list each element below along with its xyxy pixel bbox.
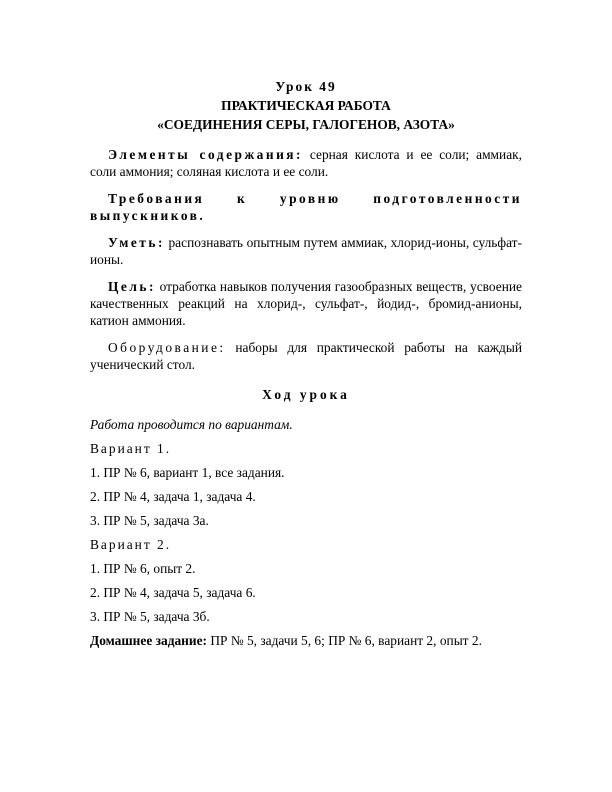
- topic-title: «СОЕДИНЕНИЯ СЕРЫ, ГАЛОГЕНОВ, АЗОТА»: [157, 117, 455, 132]
- requirements-word-4: подготовленности: [373, 191, 522, 206]
- equipment-label: Оборудование:: [108, 340, 226, 355]
- homework-text: ПР № 5, задачи 5, 6; ПР № 6, вариант 2, опыт 2.: [207, 633, 482, 648]
- course-heading: Ход урока: [262, 387, 350, 402]
- skills-text: распознавать опытным путем аммиак, хлорид-ионы, сульфат-ионы.: [90, 235, 522, 267]
- homework-label: Домашнее задание:: [90, 633, 208, 648]
- variant-1-item: 2. ПР № 4, задача 1, задача 4.: [90, 489, 256, 504]
- variant-2-title: Вариант 2.: [90, 537, 172, 552]
- requirements-heading: [90, 190, 522, 224]
- variants-note: Работа проводится по вариантам.: [90, 417, 293, 432]
- content-elements-text: серная кислота и ее соли; аммиак, соли аммония; соляная кислота и ее соли.: [90, 147, 522, 179]
- skills-paragraph: [90, 234, 522, 268]
- variant-1-item: 1. ПР № 6, вариант 1, все задания.: [90, 465, 285, 480]
- requirements-word-2: к: [236, 191, 248, 206]
- lesson-number: Урок 49: [275, 79, 337, 94]
- variant-2-item: 1. ПР № 6, опыт 2.: [90, 561, 196, 576]
- goal-label: Цель:: [108, 279, 156, 294]
- homework-paragraph: [90, 632, 522, 649]
- skills-label: Уметь:: [108, 235, 165, 250]
- requirements-word-3: уровню: [279, 191, 341, 206]
- content-elements-paragraph: [90, 146, 522, 180]
- equipment-text: наборы для практической работы на каждый ученический стол.: [90, 340, 522, 372]
- document-content: [90, 78, 522, 649]
- variant-1-item: 3. ПР № 5, задача 3а.: [90, 513, 209, 528]
- equipment-paragraph: [90, 339, 522, 373]
- goal-paragraph: [90, 278, 522, 329]
- requirements-line-2: выпускников.: [90, 208, 206, 223]
- work-type-title: ПРАКТИЧЕСКАЯ РАБОТА: [221, 98, 391, 113]
- variant-2-item: 2. ПР № 4, задача 5, задача 6.: [90, 585, 256, 600]
- requirements-line-1: [90, 190, 522, 207]
- requirements-word-1: Требования: [108, 191, 205, 206]
- variant-2-item: 3. ПР № 5, задача 3б.: [90, 609, 210, 624]
- variant-1-title: Вариант 1.: [90, 441, 172, 456]
- goal-text: отработка навыков получения газообразных веществ, усвоение качественных реакций на хлорид-, сульфат-, йодид-, бромид-анионы, катион аммония.: [90, 279, 522, 328]
- content-elements-label: Элементы содержания:: [108, 147, 304, 162]
